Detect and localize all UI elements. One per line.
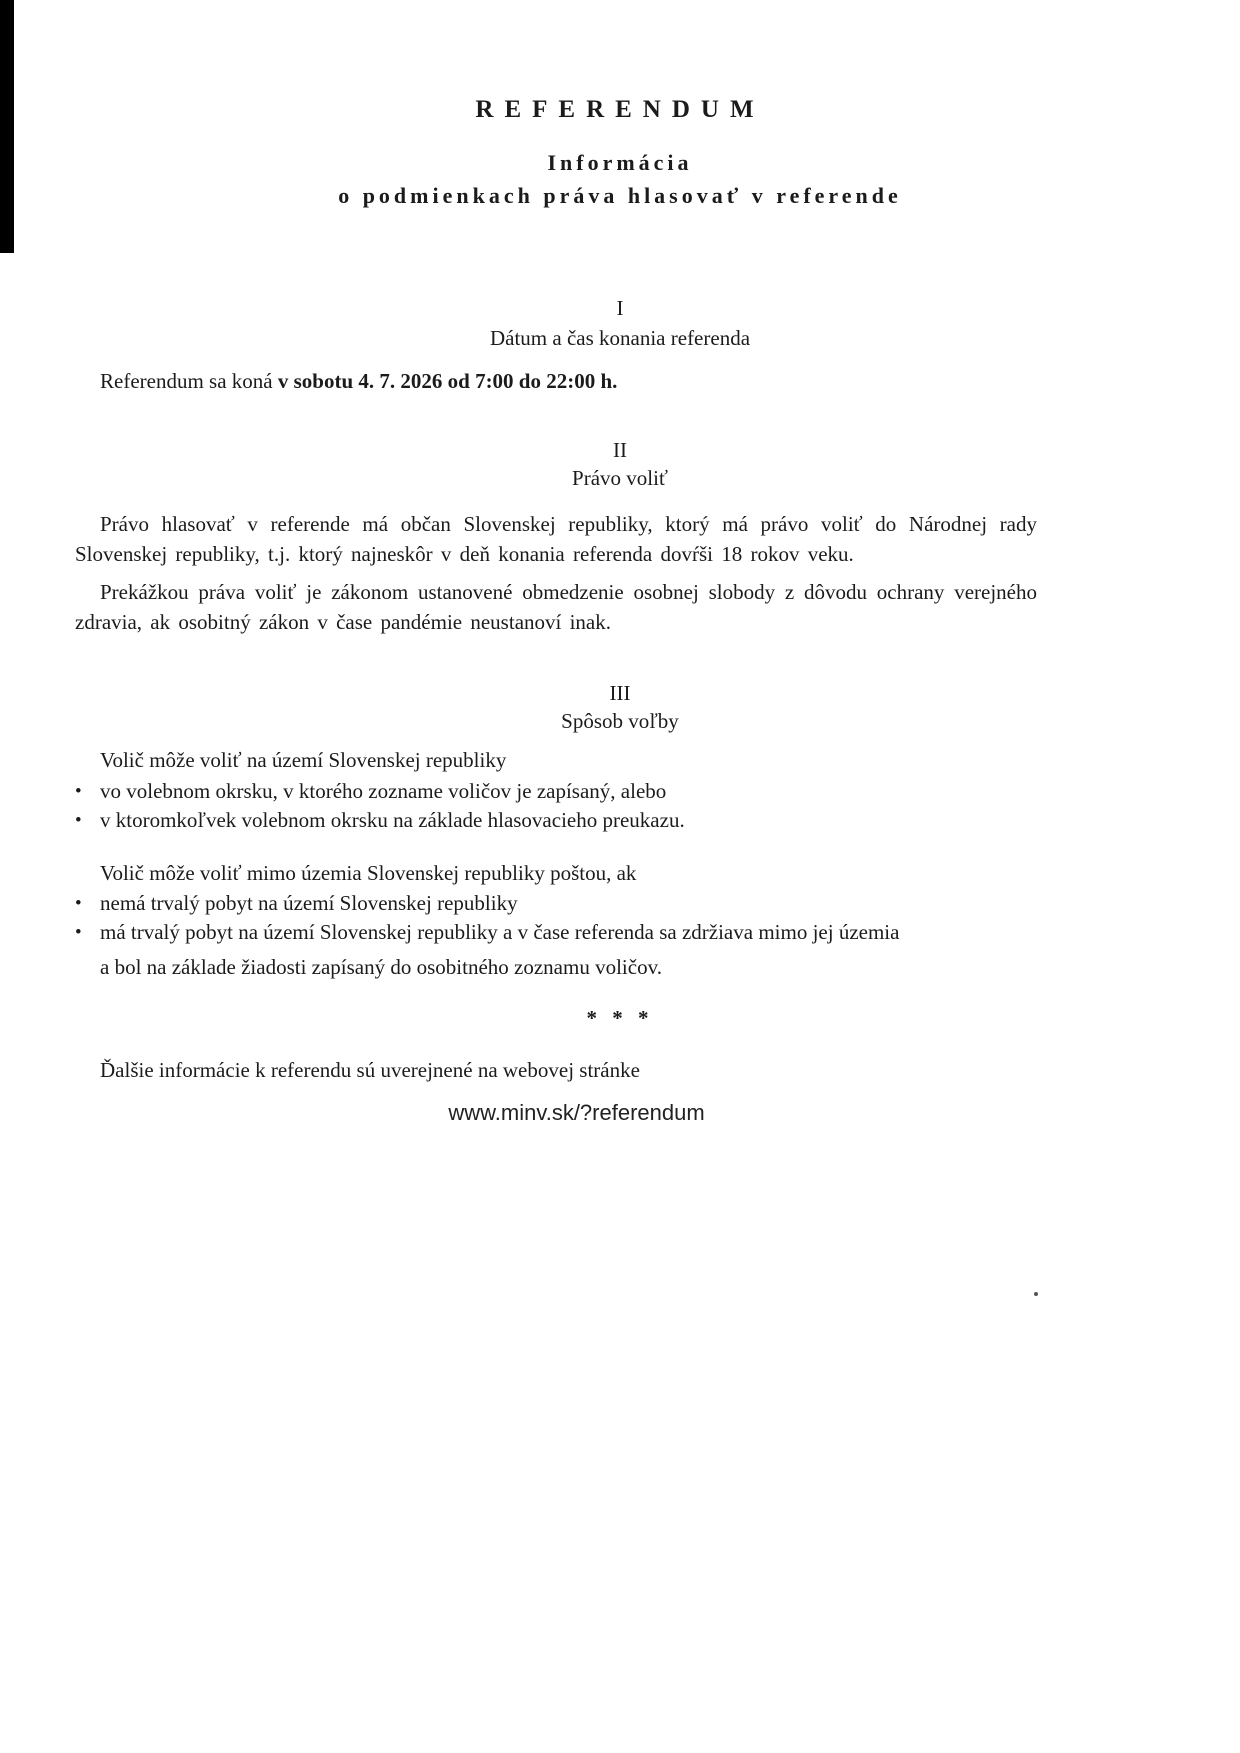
list-item [75,889,1085,918]
voting-domestic-list [75,777,1085,835]
voting-abroad-closing: a bol na základe žiadosti zapísaný do osobitného zoznamu voličov. [100,955,662,979]
voting-abroad-intro: Volič môže voliť mimo územia Slovenskej republiky poštou, ak [100,861,637,885]
section2-heading: Právo voliť [572,466,668,490]
bullet-icon: • [75,893,82,914]
date-line-bold: v sobotu 4. 7. 2026 od 7:00 do 22:00 h [277,369,613,393]
scan-artifact-bar [0,0,14,253]
voting-abroad-list [75,889,1085,947]
voting-domestic-intro: Volič môže voliť na území Slovenskej republiky [100,748,507,772]
document-subtitle [0,146,1240,212]
referendum-date-line [100,369,617,394]
list-item-text: vo volebnom okrsku, v ktorého zozname voličov je zapísaný, alebo [100,779,667,803]
section2-paragraph-1: Právo hlasovať v referende má občan Slovenskej republiky, ktorý má právo voliť do Národnej rady Slovenskej republiky, t.j. ktorý najneskôr v deň konania referenda dovŕši 18 rokov veku. [75,512,1037,566]
bullet-icon: • [75,810,82,831]
bullet-icon: • [75,781,82,802]
section2-numeral: II [613,438,627,462]
document-subtitle-line2: o podmienkach práva hlasovať v referende [338,183,902,208]
list-item-text: má trvalý pobyt na území Slovenskej republiky a v čase referenda sa zdržiava mimo jej územia [100,920,900,944]
document-subtitle-line1: Informácia [547,150,693,175]
section3-numeral: III [609,681,631,705]
section1-numeral: I [616,296,624,320]
section2-paragraph-2: Prekážkou práva voliť je zákonom ustanovené obmedzenie osobnej slobody z dôvodu ochrany verejného zdravia, ak osobitný zákon v čase pandémie neustanoví inak. [75,580,1037,634]
list-item-text: v ktoromkoľvek volebnom okrsku na základe hlasovacieho preukazu. [100,808,685,832]
bullet-icon: • [75,922,82,943]
footer-website-url: www.minv.sk/?referendum [448,1100,705,1125]
list-item-text: nemá trvalý pobyt na území Slovenskej republiky [100,891,518,915]
asterisk-separator: * * * [586,1006,654,1030]
list-item [75,918,1085,947]
list-item [75,806,1085,835]
ink-speck [1034,1292,1038,1296]
section1-heading: Dátum a čas konania referenda [489,326,751,350]
list-item [75,777,1085,806]
document-title: REFERENDUM [475,96,765,123]
date-line-suffix: . [612,369,618,393]
date-line-prefix: Referendum sa koná [100,369,278,393]
footer-info-text: Ďalšie informácie k referendu sú uverejnené na webovej stránke [100,1058,640,1082]
section3-heading: Spôsob voľby [561,709,679,733]
